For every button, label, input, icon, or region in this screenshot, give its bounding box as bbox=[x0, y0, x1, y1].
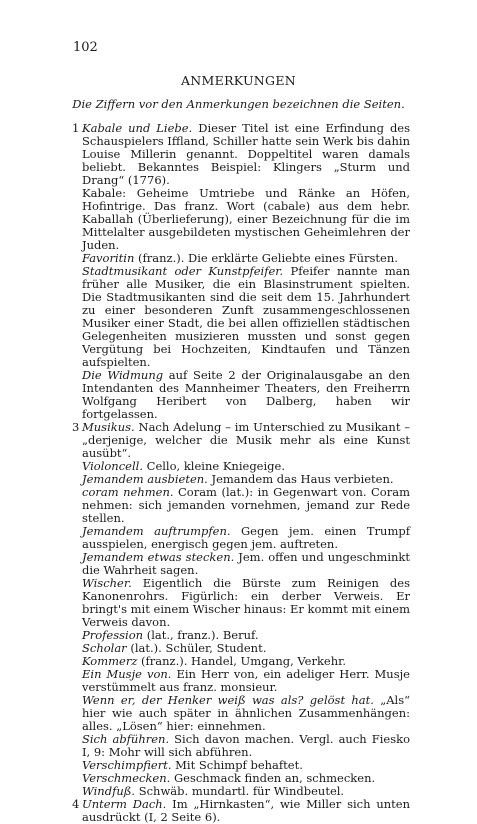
entry-text: Cello, kleine Kniegeige. bbox=[142, 459, 285, 473]
entry-text: Schwäb. mundartl. für Windbeutel. bbox=[135, 784, 345, 798]
entry-text: Gegen jem. einen Trumpf ausspielen, energisch gegen jem. auftreten. bbox=[82, 524, 410, 551]
note-number: 1 bbox=[72, 121, 80, 135]
entry-term: coram nehmen. bbox=[82, 485, 174, 499]
entry-text: Sich davon machen. Vergl. auch Fiesko I, 9: Mohr will sich abführen. bbox=[82, 732, 410, 759]
note-entry bbox=[82, 798, 410, 824]
entry-text: Kabale: Geheime Umtriebe und Ränke an Höfen, Hofintrige. Das franz. Wort (cabale) aus dem hebr. Kaballah (Überlieferung), einer Bezeichnung für die im Mittelalter ausgebildeten mystischen Geheimlehren der Juden. bbox=[82, 186, 410, 252]
entry-term: Ein Musje von. bbox=[82, 667, 172, 681]
page-heading: ANMERKUNGEN bbox=[180, 73, 296, 88]
entry-text: Nach Adelung – im Unterschied zu Musikant – „derjenige, welcher die Musik mehr als eine Kunst ausübt“. bbox=[82, 420, 410, 460]
page-number: 102 bbox=[73, 40, 98, 55]
entry-term: Favoritin bbox=[82, 251, 135, 265]
entry-text: Jemandem das Haus verbieten. bbox=[207, 472, 394, 486]
entry-text: Im „Hirnkasten“, wie Miller sich unten ausdrückt (I, 2 Seite 6). bbox=[82, 797, 410, 824]
entry-text: auf Seite 2 der Originalausgabe an den Intendanten des Mannheimer Theaters, den Freiherrn Wolfgang Heribert von Dalberg, haben wir fortgelassen. bbox=[82, 368, 410, 421]
note-entry bbox=[82, 486, 410, 525]
entry-term: Windfuß. bbox=[82, 784, 136, 798]
note-entry bbox=[82, 551, 410, 577]
note-entry bbox=[82, 694, 410, 733]
entry-term: Jemandem auftrumpfen. bbox=[82, 524, 231, 538]
entry-term: Jemandem etwas stecken. bbox=[82, 550, 235, 564]
page-subtitle: Die Ziffern vor den Anmerkungen bezeichnen die Seiten. bbox=[72, 97, 405, 111]
entry-term: Verschimpfiert. bbox=[82, 758, 172, 772]
note-page-3 bbox=[72, 420, 411, 798]
entry-text: Jem. offen und ungeschminkt die Wahrheit sagen. bbox=[82, 550, 411, 577]
note-number: 3 bbox=[72, 420, 80, 434]
entry-term: Stadtmusikant oder Kunstpfeifer. bbox=[82, 264, 284, 278]
entry-term: Profession bbox=[82, 628, 144, 642]
entry-text: Pfeifer nannte man früher alle Musiker, die ein Blasinstrument spielten. Die Stadtmusikanten sind die seit dem 15. Jahrhundert zu einer besonderen Zunft zusammengeschlossenen Musiker einer Stadt, die bei allen offiziellen städtischen Gelegenheiten musizieren mussten und sonst gegen Vergütung bei Hochzeiten, Kindtaufen und Tänzen aufspielten. bbox=[82, 264, 410, 369]
entry-term: Musikus. bbox=[82, 420, 135, 434]
entry-term: Violoncell. bbox=[82, 459, 143, 473]
note-entry bbox=[82, 421, 410, 460]
note-page-4 bbox=[72, 797, 410, 824]
note-entry bbox=[82, 265, 410, 369]
entry-text: (lat., franz.). Beruf. bbox=[143, 628, 259, 642]
entry-text: „Als“ hier wie auch später in ähnlichen Zusammenhängen: alles. „Lösen“ hier: einnehmen. bbox=[82, 693, 410, 733]
note-entry bbox=[82, 668, 410, 694]
note-entry bbox=[82, 733, 410, 759]
entry-term: Die Widmung bbox=[82, 368, 164, 382]
entry-term: Sich abführen. bbox=[82, 732, 170, 746]
note-entry bbox=[82, 187, 410, 252]
entry-term: Wischer. bbox=[82, 576, 132, 590]
notes-list bbox=[72, 121, 411, 824]
entry-term: Kabale und Liebe. bbox=[82, 121, 193, 135]
entry-term: Scholar bbox=[82, 641, 127, 655]
entry-term: Kommerz bbox=[82, 654, 138, 668]
entry-text: Dieser Titel ist eine Erfindung des Schauspielers Iffland, Schiller hatte sein Werk bis dahin Louise Millerin genannt. Doppeltitel waren damals beliebt. Bekanntes Beispiel: Klingers „Sturm und Drang“ (1776). bbox=[82, 121, 411, 187]
entry-term: Jemandem ausbieten. bbox=[82, 472, 208, 486]
entry-term: Verschmecken. bbox=[82, 771, 171, 785]
entry-text: Ein Herr von, ein adeliger Herr. Musje verstümmelt aus franz. monsieur. bbox=[82, 667, 410, 694]
entry-text: Coram (lat.): in Gegenwart von. Coram nehmen: sich jemanden vornehmen, jemand zur Rede stellen. bbox=[82, 485, 410, 525]
entry-text: (lat.). Schüler, Student. bbox=[126, 641, 267, 655]
entry-text: Eigentlich die Bürste zum Reinigen des Kanonenrohrs. Figürlich: ein derber Verweis. Er bringt's mit einem Wischer hinaus: Er kommt mit einem Verweis davon. bbox=[82, 576, 410, 629]
entry-text: (franz.). Die erklärte Geliebte eines Fürsten. bbox=[134, 251, 398, 265]
entry-term: Unterm Dach. bbox=[82, 797, 167, 811]
entry-text: Mit Schimpf behaftet. bbox=[171, 758, 303, 772]
entry-term: Wenn er, der Henker weiß was als? gelöst hat. bbox=[82, 693, 374, 707]
entry-text: (franz.). Handel, Umgang, Verkehr. bbox=[137, 654, 347, 668]
note-entry bbox=[82, 369, 410, 421]
note-entry bbox=[82, 525, 410, 551]
note-page-1 bbox=[72, 121, 411, 421]
entry-text: Geschmack finden an, schmecken. bbox=[170, 771, 376, 785]
note-entry bbox=[82, 577, 410, 629]
note-number: 4 bbox=[72, 797, 80, 811]
note-entry bbox=[82, 122, 410, 187]
